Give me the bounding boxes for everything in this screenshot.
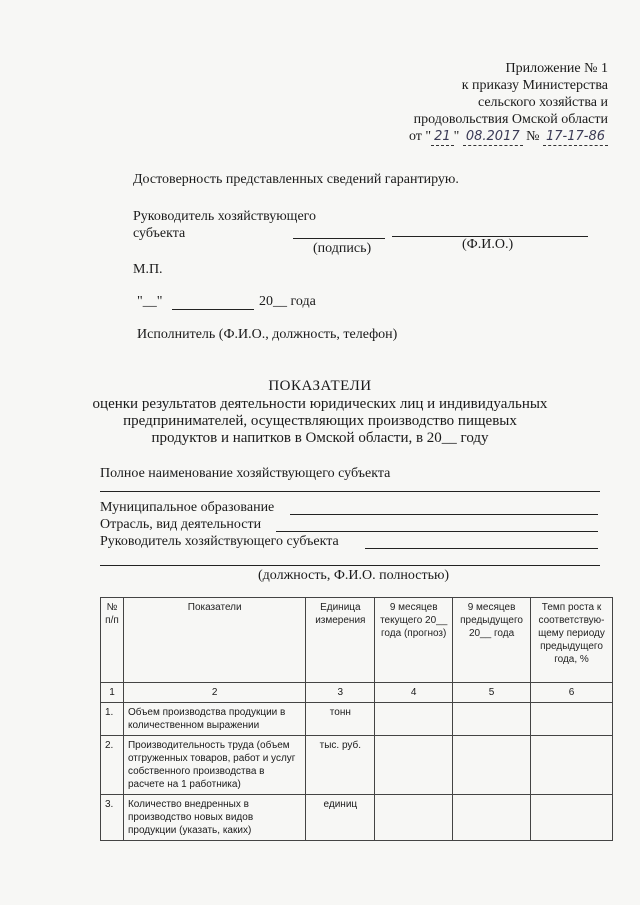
col-number: 3 xyxy=(306,683,375,703)
row-growth-value[interactable] xyxy=(531,795,613,841)
row-previous-value[interactable] xyxy=(453,703,531,736)
row-current-value[interactable] xyxy=(375,736,453,795)
header-previous-period: 9 месяцев предыдущего 20__ года xyxy=(453,598,531,683)
col-number: 6 xyxy=(531,683,613,703)
appendix-line-1: Приложение № 1 xyxy=(505,61,608,76)
column-number-row xyxy=(101,683,613,703)
manager-line xyxy=(365,548,598,549)
row-num: 3. xyxy=(101,795,124,841)
table-row xyxy=(101,703,613,736)
stamp-label: М.П. xyxy=(133,262,163,277)
header-num: № п/п xyxy=(101,598,124,683)
appendix-block xyxy=(409,60,608,146)
title-line-1: оценки результатов деятельности юридических лиц и индивидуальных xyxy=(92,396,548,412)
title-line-3: продуктов и напитков в Омской области, в 20__ году xyxy=(151,430,489,446)
manager-caption: (должность, Ф.И.О. полностью) xyxy=(258,568,450,583)
number-label: № xyxy=(526,129,540,144)
manager-label: Руководитель хозяйствующего субъекта xyxy=(100,534,339,549)
signature-line xyxy=(293,238,385,239)
table-row xyxy=(101,736,613,795)
row-previous-value[interactable] xyxy=(453,795,531,841)
fio-caption: (Ф.И.О.) xyxy=(462,237,514,252)
title-line-2: предпринимателей, осуществляющих производство пищевых xyxy=(123,413,517,429)
from-label: от " xyxy=(408,129,432,144)
municipality-line xyxy=(290,514,598,515)
row-unit: единиц xyxy=(306,795,375,841)
order-day: 21 xyxy=(431,128,454,146)
head-label-line-1: Руководитель хозяйствующего xyxy=(133,209,317,224)
guarantee-text: Достоверность представленных сведений гарантирую. xyxy=(133,172,459,187)
row-indicator: Объем производства продукции в количественном выражении xyxy=(123,703,305,736)
full-name-line xyxy=(100,491,600,492)
industry-label: Отрасль, вид деятельности xyxy=(100,517,262,532)
table-header-row xyxy=(101,598,613,683)
full-name-label: Полное наименование хозяйствующего субъекта xyxy=(100,466,391,481)
row-unit: тонн xyxy=(306,703,375,736)
header-indicator: Показатели xyxy=(123,598,305,683)
col-number: 4 xyxy=(375,683,453,703)
order-month-year: 08.2017 xyxy=(463,128,523,146)
row-indicator: Количество внедренных в производство новых видов продукции (указать, каких) xyxy=(123,795,305,841)
order-number: 17-17-86 xyxy=(543,128,608,146)
col-number: 1 xyxy=(101,683,124,703)
signature-caption: (подпись) xyxy=(313,241,372,256)
header-growth-rate: Темп роста к соответствую-щему периоду предыдущего года, % xyxy=(531,598,613,683)
appendix-line-2: к приказу Министерства xyxy=(461,78,608,93)
row-unit: тыс. руб. xyxy=(306,736,375,795)
row-growth-value[interactable] xyxy=(531,703,613,736)
header-current-period: 9 месяцев текущего 20__ года (прогноз) xyxy=(375,598,453,683)
appendix-line-3: сельского хозяйства и xyxy=(477,95,608,110)
indicators-table xyxy=(100,597,613,841)
document-title: ПОКАЗАТЕЛИ xyxy=(268,378,372,394)
executor-label: Исполнитель (Ф.И.О., должность, телефон) xyxy=(137,327,398,342)
date-open: "__" xyxy=(137,294,163,309)
appendix-line-4: продовольствия Омской области xyxy=(413,112,608,127)
col-number: 5 xyxy=(453,683,531,703)
industry-line xyxy=(276,531,598,532)
header-unit: Единица измерения xyxy=(306,598,375,683)
row-num: 1. xyxy=(101,703,124,736)
appendix-date-line xyxy=(409,128,608,146)
row-current-value[interactable] xyxy=(375,795,453,841)
date-month-line xyxy=(172,309,254,310)
municipality-label: Муниципальное образование xyxy=(100,500,275,515)
date-year: 20__ года xyxy=(259,294,316,309)
row-previous-value[interactable] xyxy=(453,736,531,795)
row-num: 2. xyxy=(101,736,124,795)
row-growth-value[interactable] xyxy=(531,736,613,795)
col-number: 2 xyxy=(123,683,305,703)
table-row xyxy=(101,795,613,841)
row-indicator: Производительность труда (объем отгруженных товаров, работ и услуг собственного производства в расчете на 1 работника) xyxy=(123,736,305,795)
head-label xyxy=(133,208,316,242)
manager-line-2 xyxy=(100,565,600,566)
row-current-value[interactable] xyxy=(375,703,453,736)
quote-close: " xyxy=(453,129,460,144)
head-label-line-2: субъекта xyxy=(133,226,186,241)
